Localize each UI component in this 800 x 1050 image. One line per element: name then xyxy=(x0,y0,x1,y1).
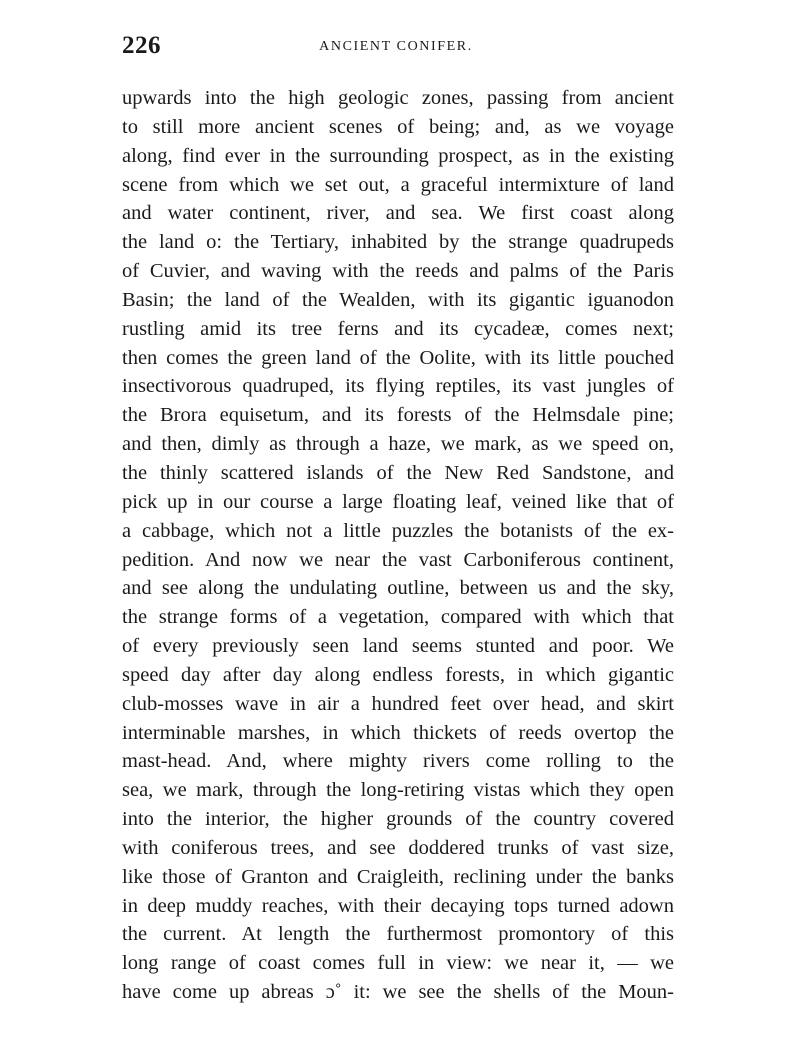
text-line: sea, we mark, through the long-retiring vistas which they open xyxy=(122,779,674,802)
text-line: along, find ever in the surrounding prospect, as in the existing xyxy=(122,144,674,167)
text-line: pick up in our course a large floating leaf, veined like that of xyxy=(122,490,674,513)
text-line: a cabbage, which not a little puzzles the botanists of the ex- xyxy=(122,519,674,542)
text-line: have come up abreas ɔ˚ it: we see the shells of the Moun- xyxy=(122,981,674,1004)
text-line: rustling amid its tree ferns and its cycadeæ, comes next; xyxy=(122,317,674,340)
text-line: insectivorous quadruped, its flying reptiles, its vast jungles of xyxy=(122,375,674,398)
text-line: upwards into the high geologic zones, passing from ancient xyxy=(122,87,674,109)
text-line: speed day after day along endless forests, in which gigantic xyxy=(122,663,674,686)
text-line: Basin; the land of the Wealden, with its gigantic iguanodon xyxy=(122,288,674,311)
text-line: pedition. And now we near the vast Carboniferous continent, xyxy=(122,548,674,571)
text-line: and see along the undulating outline, between us and the sky, xyxy=(122,577,674,600)
text-line: the Brora equisetum, and its forests of the Helmsdale pine; xyxy=(122,404,674,427)
text-line: of Cuvier, and waving with the reeds and palms of the Paris xyxy=(122,260,674,283)
text-line: club-mosses wave in air a hundred feet over head, and skirt xyxy=(122,692,674,715)
text-line: into the interior, the higher grounds of the country covered xyxy=(122,808,674,831)
text-line: then comes the green land of the Oolite, with its little pouched xyxy=(122,346,674,369)
text-line: of every previously seen land seems stunted and poor. We xyxy=(122,635,674,658)
text-line: interminable marshes, in which thickets of reeds overtop the xyxy=(122,721,674,744)
text-line: the land o: the Tertiary, inhabited by the strange quadrupeds xyxy=(122,231,674,254)
text-line: in deep muddy reaches, with their decaying tops turned adown xyxy=(122,894,674,917)
text-line: the strange forms of a vegetation, compared with which that xyxy=(122,606,674,629)
body-text xyxy=(122,84,674,1007)
page-header xyxy=(122,32,670,62)
text-line: and water continent, river, and sea. We first coast along xyxy=(122,202,674,225)
text-line: the thinly scattered islands of the New Red Sandstone, and xyxy=(122,461,674,484)
text-line: mast-head. And, where mighty rivers come rolling to the xyxy=(122,750,674,773)
text-line: with coniferous trees, and see doddered trunks of vast size, xyxy=(122,836,674,859)
text-line: to still more ancient scenes of being; and, as we voyage xyxy=(122,115,674,138)
running-head: ANCIENT CONIFER. xyxy=(319,39,473,54)
page-number: 226 xyxy=(122,32,161,59)
text-line: like those of Granton and Craigleith, reclining under the banks xyxy=(122,865,674,888)
text-line: the current. At length the furthermost promontory of this xyxy=(122,923,674,946)
text-line: long range of coast comes full in view: we near it, — we xyxy=(122,952,674,975)
text-line: scene from which we set out, a graceful intermixture of land xyxy=(122,173,674,196)
text-line: and then, dimly as through a haze, we mark, as we speed on, xyxy=(122,433,674,456)
